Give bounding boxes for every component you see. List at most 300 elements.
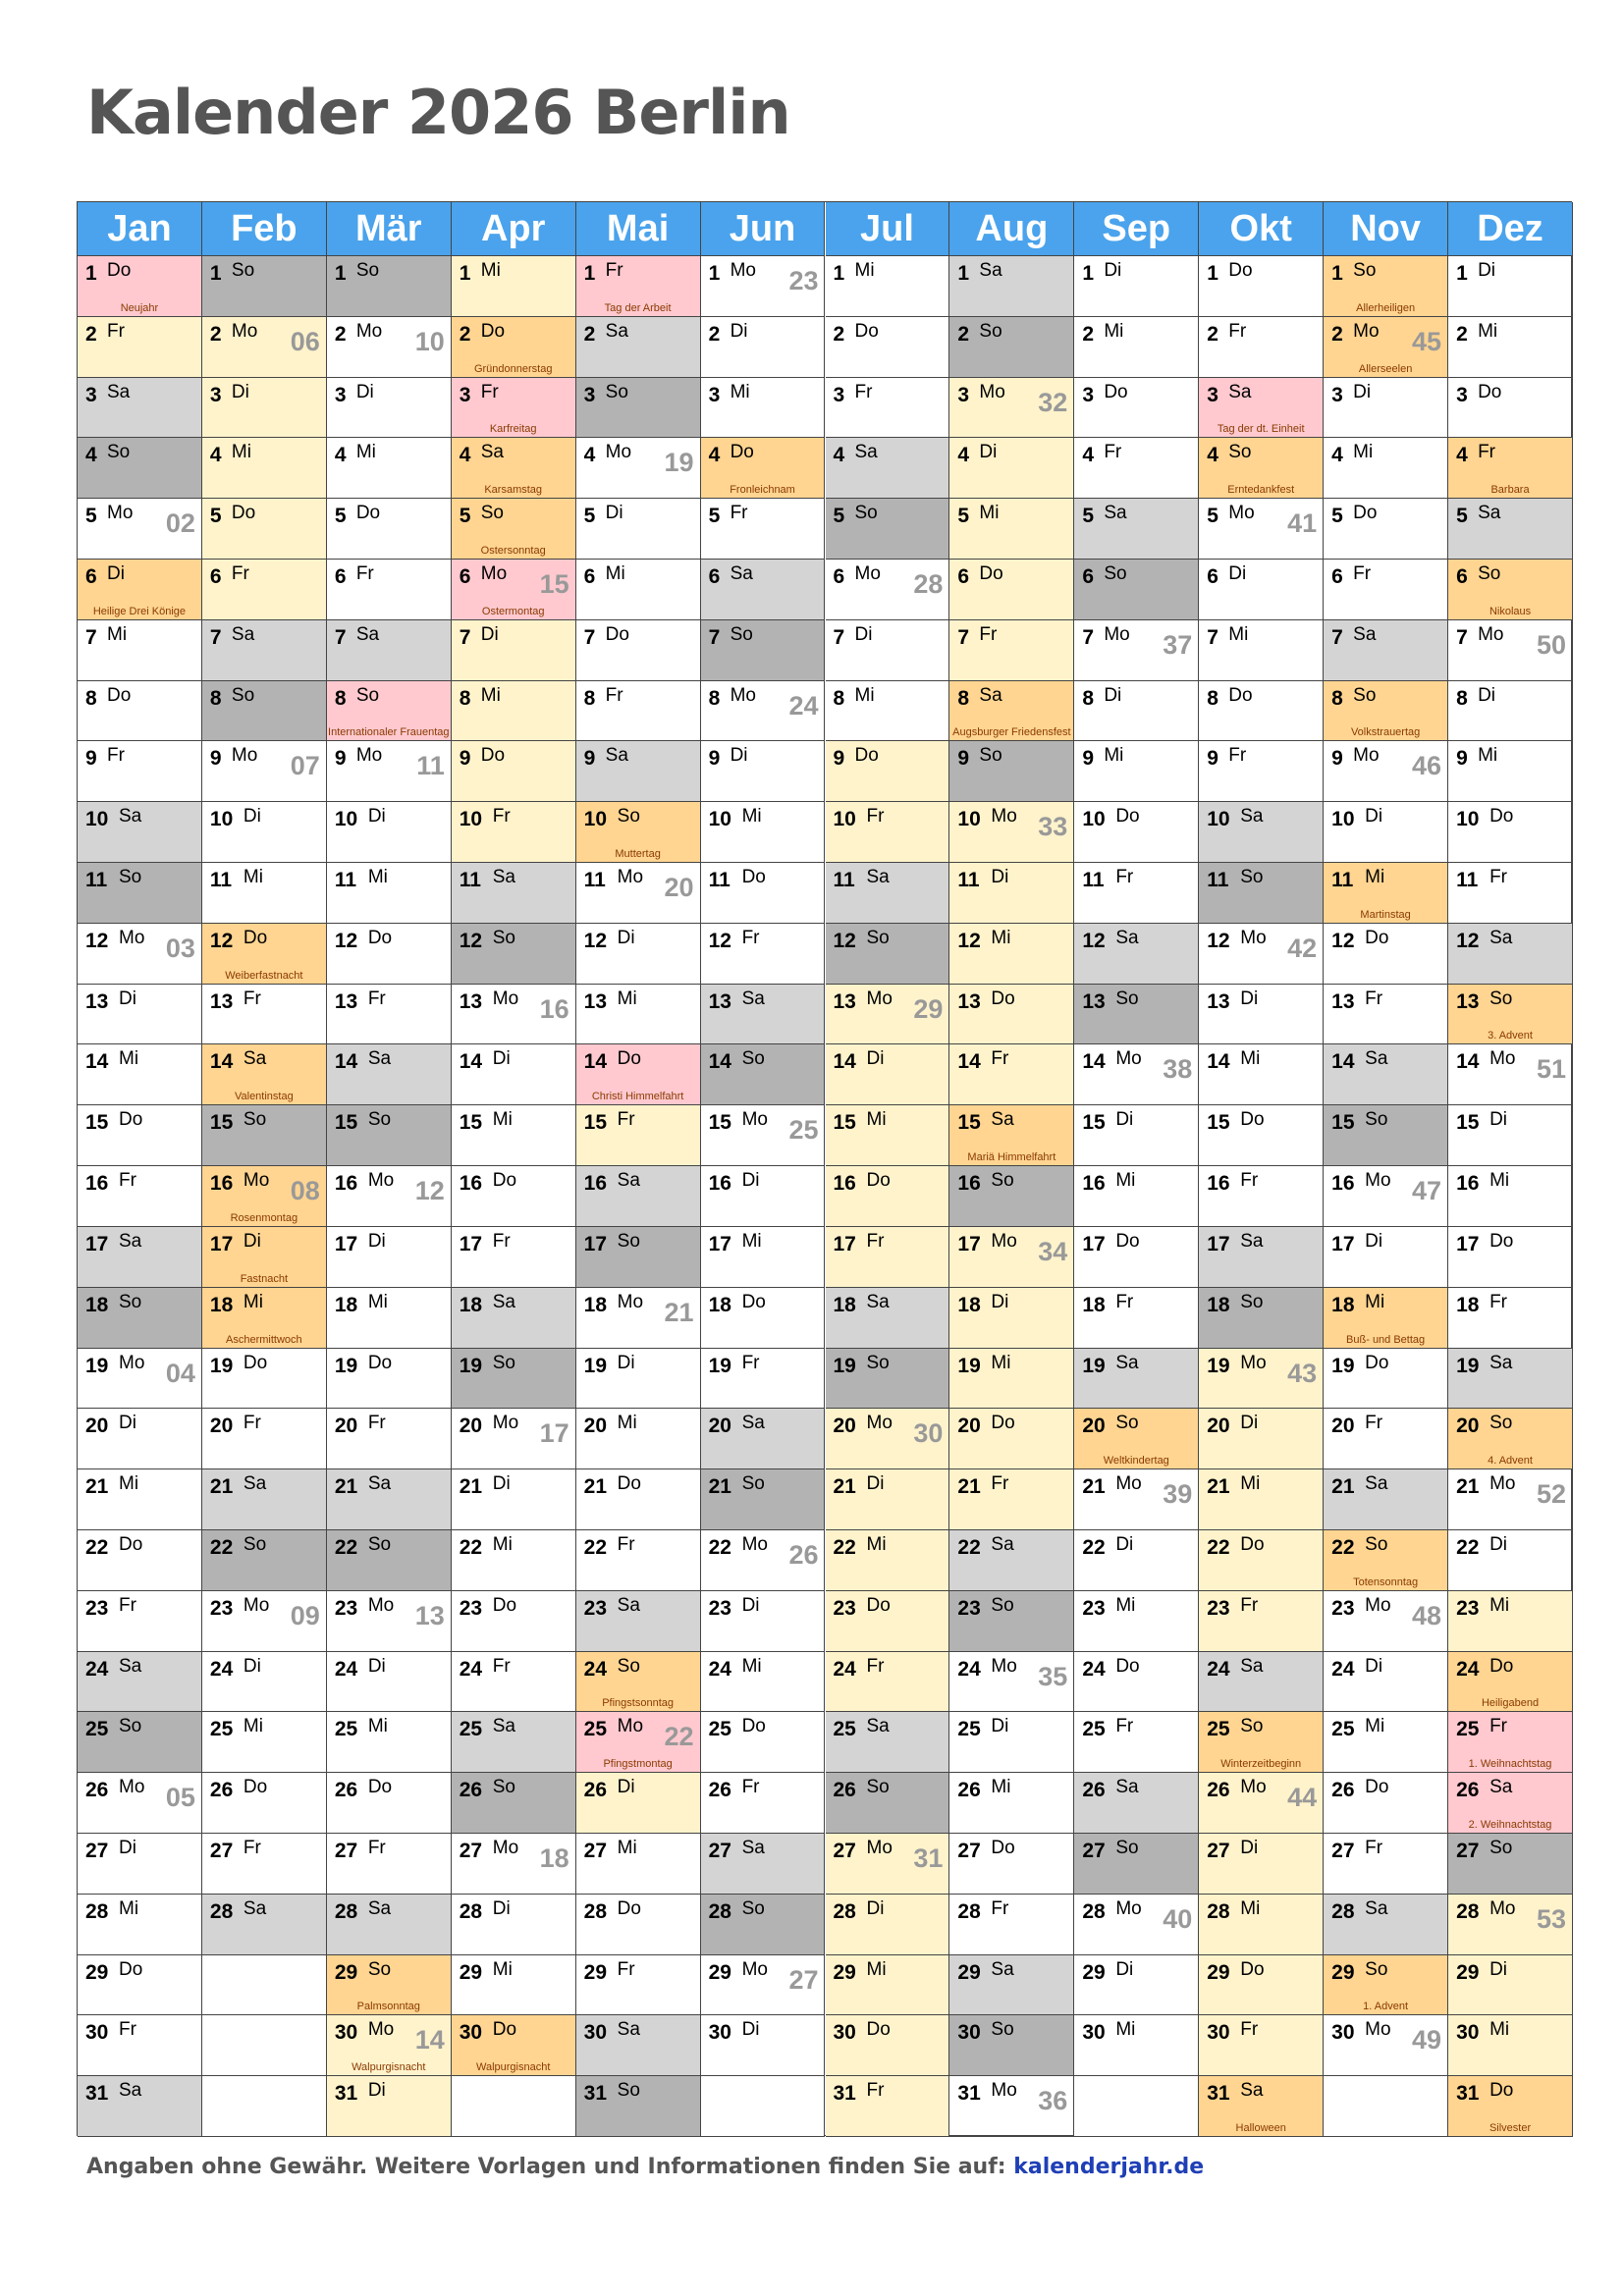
week-number: 49 [1412, 2025, 1442, 2056]
day-number: 30 [1207, 2021, 1230, 2045]
day-cell [1324, 1227, 1448, 1288]
weekday-label: Di [1489, 1533, 1508, 1555]
day-cell [1074, 378, 1199, 439]
weekday-label: Sa [991, 1958, 1014, 1980]
day-number: 7 [334, 625, 347, 649]
weekday-label: Mi [355, 442, 376, 463]
holiday-label: Ostermontag [481, 605, 545, 617]
weekday-label: Di [1365, 1230, 1383, 1252]
day-number: 30 [833, 2021, 856, 2045]
day-number: 2 [833, 322, 845, 346]
week-number: 16 [539, 993, 569, 1024]
weekday-label: Di [367, 806, 386, 828]
day-number: 9 [1456, 747, 1468, 771]
day-number: 4 [459, 444, 471, 467]
day-cell [452, 1712, 576, 1773]
weekday-label: So [1240, 867, 1264, 888]
day-number: 13 [85, 989, 109, 1013]
weekday-label: Sa [367, 1897, 392, 1919]
day-number: 12 [583, 929, 608, 952]
day-cell [1324, 317, 1448, 378]
day-cell [1448, 741, 1573, 802]
weekday-label: Mo [741, 1109, 768, 1131]
week-number: 30 [913, 1418, 944, 1449]
day-cell [1448, 560, 1573, 620]
weekday-label: Di [1240, 1837, 1259, 1858]
weekday-label: Do [355, 503, 381, 524]
day-cell [1074, 1955, 1199, 2016]
week-number: 21 [664, 1297, 694, 1327]
day-number: 14 [334, 1050, 358, 1074]
weekday-label: So [119, 867, 142, 888]
day-number: 19 [833, 1354, 856, 1377]
weekday-label: Di [480, 623, 499, 645]
day-cell [1199, 741, 1324, 802]
day-number: 6 [334, 565, 347, 589]
day-number: 13 [833, 989, 856, 1013]
day-number: 9 [708, 747, 721, 771]
holiday-label: Christi Himmelfahrt [591, 1091, 684, 1103]
day-number: 23 [957, 1596, 981, 1620]
day-number: 6 [1082, 565, 1095, 589]
day-cell [1074, 1469, 1199, 1530]
day-number: 11 [583, 869, 606, 892]
day-number: 1 [1331, 262, 1343, 285]
week-number: 03 [165, 933, 195, 963]
day-number: 25 [833, 1718, 856, 1741]
day-cell [701, 741, 826, 802]
day-cell [1324, 681, 1448, 742]
weekday-label: Fr [991, 1897, 1009, 1919]
day-number: 21 [1456, 1475, 1480, 1499]
day-number: 16 [334, 1172, 358, 1196]
day-number: 10 [1082, 808, 1106, 831]
holiday-label: Tag der dt. Einheit [1217, 423, 1305, 436]
day-cell [1448, 924, 1573, 985]
weekday-label: Mi [1489, 1594, 1510, 1616]
day-number: 10 [85, 808, 109, 831]
weekday-label: Do [107, 684, 132, 706]
weekday-label: So [1353, 260, 1377, 281]
day-cell [576, 317, 701, 378]
week-number: 18 [539, 1842, 569, 1873]
day-number: 26 [1331, 1779, 1355, 1802]
day-number: 17 [334, 1232, 358, 1255]
day-number: 21 [1082, 1475, 1106, 1499]
day-number: 25 [1456, 1718, 1480, 1741]
day-cell [1448, 1349, 1573, 1410]
weekday-label: Fr [617, 1109, 635, 1131]
week-number: 40 [1163, 1903, 1193, 1934]
day-cell [1074, 1834, 1199, 1895]
day-cell [701, 256, 826, 317]
empty-day-cell [1324, 2076, 1448, 2137]
day-number: 5 [708, 505, 721, 528]
weekday-label: Di [231, 381, 249, 402]
day-cell [1324, 802, 1448, 863]
day-number: 12 [209, 929, 234, 952]
day-cell [452, 1652, 576, 1713]
day-cell [327, 1288, 452, 1349]
day-number: 27 [833, 1839, 856, 1862]
weekday-label: Di [991, 1716, 1009, 1737]
weekday-label: Mi [979, 503, 1000, 524]
weekday-label: Fr [367, 1837, 386, 1858]
weekday-label: Mi [492, 1533, 513, 1555]
day-number: 1 [1082, 262, 1095, 285]
day-number: 3 [1456, 383, 1468, 406]
day-number: 6 [459, 565, 471, 589]
day-cell [826, 985, 950, 1045]
day-cell [1448, 1834, 1573, 1895]
weekday-label: Fr [492, 1230, 511, 1252]
holiday-label: Walpurgisnacht [476, 2061, 551, 2074]
day-cell [1199, 438, 1324, 499]
weekday-label: So [1478, 563, 1501, 585]
day-number: 5 [85, 505, 97, 528]
weekday-label: Do [367, 927, 393, 948]
weekday-label: Fr [1489, 1716, 1508, 1737]
day-number: 4 [1207, 444, 1218, 467]
day-cell [701, 1409, 826, 1469]
day-cell [1448, 620, 1573, 681]
day-cell [78, 1652, 202, 1713]
weekday-label: So [231, 684, 255, 706]
weekday-label: Sa [1365, 1048, 1388, 1070]
day-cell [78, 438, 202, 499]
weekday-label: Di [617, 1352, 635, 1373]
day-cell [202, 1469, 327, 1530]
weekday-label: So [355, 260, 380, 281]
day-number: 23 [209, 1596, 234, 1620]
day-number: 5 [459, 505, 471, 528]
day-cell [452, 741, 576, 802]
weekday-label: Fr [741, 1777, 760, 1798]
weekday-label: So [617, 2080, 640, 2102]
weekday-label: Do [1115, 1230, 1140, 1252]
weekday-label: Di [119, 1837, 136, 1858]
day-cell [576, 499, 701, 560]
weekday-label: Sa [1240, 1230, 1264, 1252]
day-cell [1199, 1955, 1324, 2016]
day-number: 2 [209, 322, 222, 346]
day-cell [1074, 1227, 1199, 1288]
weekday-label: Sa [866, 867, 890, 888]
day-cell [576, 2015, 701, 2076]
day-number: 31 [85, 2082, 109, 2106]
weekday-label: Sa [243, 1897, 267, 1919]
day-number: 13 [1456, 989, 1480, 1013]
day-number: 11 [833, 869, 855, 892]
weekday-label: So [617, 1230, 640, 1252]
day-cell [78, 802, 202, 863]
day-number: 3 [708, 383, 721, 406]
week-number: 22 [664, 1722, 694, 1752]
weekday-label: So [492, 1352, 515, 1373]
day-number: 21 [583, 1475, 608, 1499]
weekday-label: So [617, 1655, 640, 1677]
day-cell [78, 1712, 202, 1773]
day-number: 21 [85, 1475, 109, 1499]
day-number: 17 [85, 1232, 109, 1255]
day-number: 15 [1082, 1111, 1106, 1135]
weekday-label: Di [617, 1777, 635, 1798]
day-number: 17 [957, 1232, 981, 1255]
day-number: 2 [1331, 322, 1343, 346]
weekday-label: Di [1365, 806, 1383, 828]
day-cell [1324, 1834, 1448, 1895]
day-cell [327, 1591, 452, 1652]
day-number: 4 [85, 444, 97, 467]
weekday-label: Mo [107, 503, 134, 524]
day-number: 11 [1207, 869, 1229, 892]
day-cell [1199, 924, 1324, 985]
day-number: 5 [1456, 505, 1468, 528]
week-number: 31 [913, 1842, 944, 1873]
weekday-label: Mo [1228, 503, 1255, 524]
day-number: 25 [708, 1718, 731, 1741]
weekday-label: Fr [243, 988, 261, 1009]
day-cell [701, 1895, 826, 1955]
day-number: 1 [334, 262, 347, 285]
day-number: 27 [334, 1839, 358, 1862]
day-cell [1324, 1469, 1448, 1530]
footer-link[interactable]: kalenderjahr.de [1013, 2155, 1205, 2179]
day-number: 16 [459, 1172, 483, 1196]
day-cell [576, 1895, 701, 1955]
weekday-label: Mo [866, 1413, 893, 1434]
weekday-label: Mi [730, 381, 750, 402]
week-number: 07 [290, 751, 320, 781]
day-cell [1074, 1105, 1199, 1166]
day-number: 18 [957, 1293, 981, 1316]
day-cell [1448, 438, 1573, 499]
weekday-label: Do [1489, 1230, 1514, 1252]
weekday-label: Mo [1365, 2019, 1391, 2041]
day-cell [1324, 1895, 1448, 1955]
holiday-label: Weiberfastnacht [225, 969, 303, 982]
weekday-label: So [741, 1473, 765, 1495]
day-cell [452, 1166, 576, 1227]
day-cell [452, 1773, 576, 1834]
day-cell [78, 499, 202, 560]
weekday-label: Mi [617, 988, 637, 1009]
weekday-label: Mi [107, 623, 128, 645]
weekday-label: So [1115, 1413, 1139, 1434]
day-cell [1448, 256, 1573, 317]
day-number: 10 [708, 808, 731, 831]
day-cell [327, 681, 452, 742]
holiday-label: Karsamstag [484, 484, 543, 497]
day-number: 24 [1456, 1657, 1480, 1681]
day-number: 21 [833, 1475, 856, 1499]
day-number: 20 [957, 1415, 981, 1438]
weekday-label: Di [119, 988, 136, 1009]
weekday-label: Di [979, 442, 998, 463]
weekday-label: Sa [492, 1716, 515, 1737]
day-number: 12 [957, 929, 981, 952]
day-cell [701, 1955, 826, 2016]
day-number: 19 [583, 1354, 608, 1377]
week-number: 42 [1287, 933, 1318, 963]
weekday-label: Sa [1228, 381, 1252, 402]
weekday-label: Sa [1489, 1777, 1513, 1798]
day-cell [949, 1288, 1074, 1349]
weekday-label: Sa [617, 1170, 640, 1192]
holiday-label: Allerseelen [1358, 362, 1413, 375]
day-number: 18 [708, 1293, 731, 1316]
day-number: 24 [1082, 1657, 1106, 1681]
weekday-label: Di [1240, 988, 1259, 1009]
day-number: 8 [334, 686, 347, 710]
holiday-label: Internationaler Frauentag [328, 726, 450, 739]
weekday-label: Do [991, 1413, 1015, 1434]
day-cell [1199, 985, 1324, 1045]
day-number: 2 [1207, 322, 1218, 346]
day-cell [78, 1530, 202, 1591]
day-number: 16 [1456, 1172, 1480, 1196]
weekday-label: Fr [231, 563, 249, 585]
day-cell [1448, 1105, 1573, 1166]
day-number: 28 [1331, 1899, 1355, 1923]
day-number: 30 [1456, 2021, 1480, 2045]
day-cell [949, 2076, 1074, 2137]
day-number: 7 [1082, 625, 1095, 649]
day-cell [452, 1227, 576, 1288]
day-number: 27 [1082, 1839, 1106, 1862]
weekday-label: Di [355, 381, 374, 402]
day-cell [576, 1166, 701, 1227]
day-cell [701, 1105, 826, 1166]
day-cell [452, 1044, 576, 1105]
day-cell [576, 1773, 701, 1834]
day-number: 24 [334, 1657, 358, 1681]
day-number: 24 [1331, 1657, 1355, 1681]
weekday-label: Do [492, 1170, 517, 1192]
weekday-label: Mi [854, 260, 875, 281]
day-cell [1324, 1288, 1448, 1349]
day-number: 14 [1456, 1050, 1480, 1074]
weekday-label: Fr [1115, 1291, 1134, 1312]
day-cell [1448, 1773, 1573, 1834]
day-number: 12 [1456, 929, 1480, 952]
day-number: 3 [85, 383, 97, 406]
weekday-label: Mi [367, 867, 388, 888]
day-cell [1324, 1955, 1448, 2016]
day-number: 15 [459, 1111, 483, 1135]
day-number: 6 [957, 565, 970, 589]
day-cell [576, 438, 701, 499]
day-cell [826, 560, 950, 620]
day-number: 27 [583, 1839, 608, 1862]
weekday-label: Sa [231, 623, 255, 645]
day-cell [452, 985, 576, 1045]
day-number: 24 [459, 1657, 483, 1681]
weekday-label: Mo [1240, 1777, 1267, 1798]
day-cell [78, 256, 202, 317]
day-cell [327, 1834, 452, 1895]
day-number: 29 [1331, 1960, 1355, 1984]
weekday-label: So [866, 1777, 890, 1798]
weekday-label: Sa [979, 684, 1002, 706]
day-number: 17 [1082, 1232, 1106, 1255]
weekday-label: Sa [1365, 1897, 1388, 1919]
day-cell [327, 499, 452, 560]
weekday-label: So [1353, 684, 1377, 706]
day-number: 31 [957, 2082, 981, 2106]
day-number: 8 [583, 686, 596, 710]
day-cell [576, 924, 701, 985]
holiday-label: Rosenmontag [230, 1211, 298, 1224]
weekday-label: Di [1489, 1109, 1508, 1131]
day-number: 12 [1331, 929, 1355, 952]
day-cell [1448, 2076, 1573, 2137]
day-number: 31 [583, 2082, 608, 2106]
weekday-label: Do [1489, 806, 1514, 828]
day-number: 7 [209, 625, 222, 649]
day-cell [949, 1227, 1074, 1288]
day-number: 29 [708, 1960, 731, 1984]
weekday-label: Di [854, 623, 873, 645]
weekday-label: Mo [1115, 1048, 1142, 1070]
day-number: 19 [957, 1354, 981, 1377]
day-number: 24 [1207, 1657, 1230, 1681]
day-cell [826, 317, 950, 378]
holiday-label: Fastnacht [240, 1272, 289, 1285]
day-cell [1448, 317, 1573, 378]
day-number: 30 [583, 2021, 608, 2045]
day-cell [327, 1469, 452, 1530]
day-number: 15 [1456, 1111, 1480, 1135]
weekday-label: Di [492, 1473, 511, 1495]
day-cell [1199, 1773, 1324, 1834]
weekday-label: Mo [741, 1533, 768, 1555]
day-cell [78, 924, 202, 985]
weekday-label: Mi [231, 442, 251, 463]
day-cell [78, 681, 202, 742]
day-cell [1199, 681, 1324, 742]
empty-day-cell [701, 2076, 826, 2137]
weekday-label: Sa [355, 623, 380, 645]
day-cell [78, 1469, 202, 1530]
day-cell [701, 1288, 826, 1349]
day-cell [1199, 560, 1324, 620]
day-number: 5 [1331, 505, 1343, 528]
day-cell [701, 499, 826, 560]
weekday-label: Sa [243, 1048, 267, 1070]
day-cell [701, 317, 826, 378]
weekday-label: Mo [866, 1837, 893, 1858]
day-cell [701, 1349, 826, 1410]
weekday-label: Di [107, 563, 125, 585]
day-cell [452, 1591, 576, 1652]
day-cell [949, 2015, 1074, 2076]
day-cell [1448, 499, 1573, 560]
week-number: 17 [539, 1418, 569, 1449]
weekday-label: Sa [243, 1473, 267, 1495]
day-number: 26 [1207, 1779, 1230, 1802]
day-number: 18 [1207, 1293, 1230, 1316]
weekday-label: Sa [866, 1716, 890, 1737]
day-cell [1074, 741, 1199, 802]
day-number: 30 [1082, 2021, 1106, 2045]
day-cell [327, 2076, 452, 2137]
day-cell [949, 863, 1074, 924]
holiday-label: Volkstrauertag [1350, 726, 1421, 739]
weekday-label: Fr [107, 745, 125, 767]
weekday-label: Fr [1104, 442, 1122, 463]
day-number: 5 [583, 505, 596, 528]
